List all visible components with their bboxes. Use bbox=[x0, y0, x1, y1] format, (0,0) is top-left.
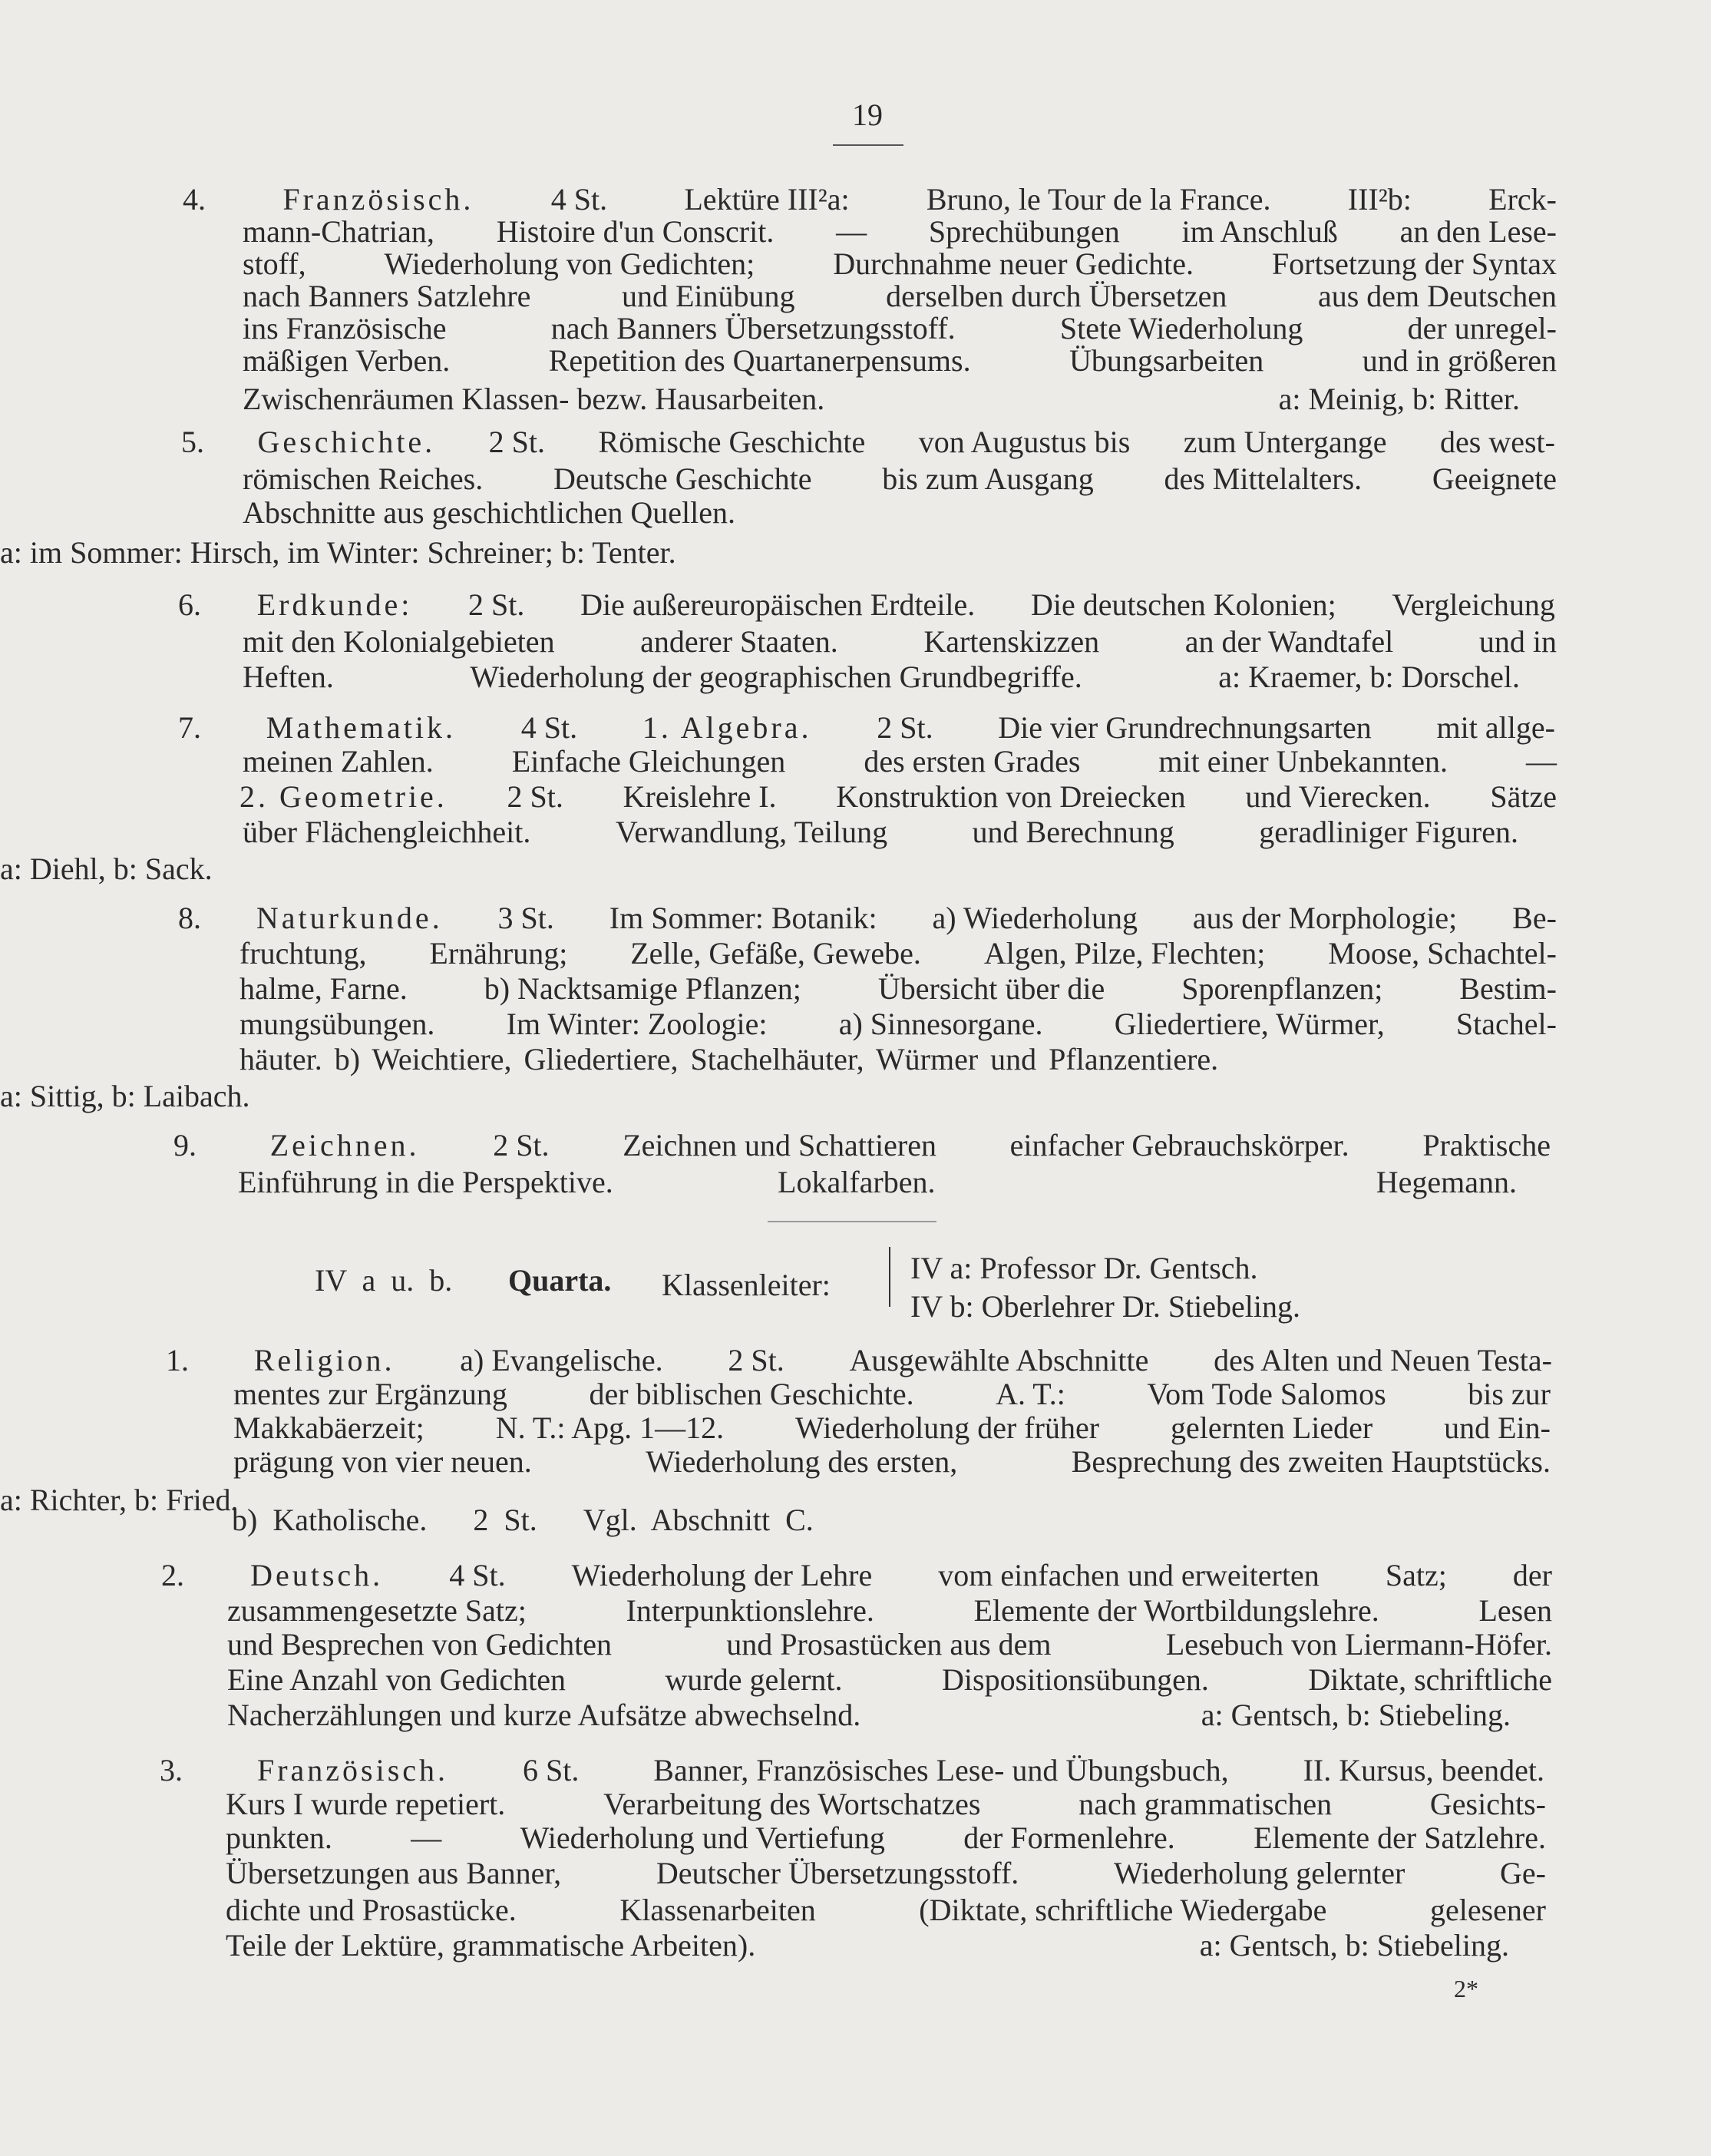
section-number: 8. bbox=[178, 901, 201, 935]
text-segment: Bestim- bbox=[1459, 971, 1557, 1006]
text-segment: geradliniger Figuren. bbox=[1259, 815, 1518, 849]
text-line bbox=[243, 623, 1557, 660]
text-segment: 4 St. bbox=[520, 710, 578, 745]
text-segment: — bbox=[411, 1820, 442, 1855]
text-segment: ins Französische bbox=[243, 311, 447, 346]
text-segment: dichte und Prosastücke. bbox=[226, 1893, 517, 1927]
subject-title: Erdkunde: bbox=[256, 587, 413, 622]
text-segment: a) Evangelische. bbox=[460, 1343, 663, 1377]
brace bbox=[889, 1247, 901, 1307]
text-segment: Repetition des Quartanerpensums. bbox=[548, 343, 971, 378]
text-segment: halme, Farne. bbox=[239, 971, 408, 1006]
section-number: 7. bbox=[178, 710, 201, 745]
text-line bbox=[243, 659, 1520, 696]
text-segment: mit den Kolonialgebieten bbox=[243, 624, 555, 659]
text-line bbox=[239, 1041, 1218, 1078]
teacher-credit: a: im Sommer: Hirsch, im Winter: Schreiner; b: Tenter. bbox=[0, 535, 676, 570]
text-segment: 2 St. bbox=[507, 779, 563, 814]
class-leader: IV b: Oberlehrer Dr. Stiebeling. bbox=[910, 1289, 1301, 1324]
text-segment: 4 St. bbox=[550, 182, 608, 217]
text-segment: b) Weichtiere, Gliedertiere, Stachelhäuter, Würmer und Pflanzentiere. bbox=[334, 1042, 1219, 1076]
text-line bbox=[243, 246, 1557, 283]
text-line bbox=[243, 310, 1557, 347]
text-segment: Wiederholung des ersten, bbox=[646, 1444, 958, 1479]
text-segment: Konstruktion von Dreiecken bbox=[836, 779, 1186, 814]
text-line bbox=[232, 1502, 814, 1539]
sheet-signature: 2* bbox=[1454, 1975, 1478, 2002]
teacher-credit: Hegemann. bbox=[1376, 1165, 1517, 1199]
text-line bbox=[239, 1006, 1557, 1043]
text-segment: a) Sinnesorgane. bbox=[838, 1007, 1043, 1041]
subject-title: Mathematik. bbox=[266, 710, 457, 745]
section-number: 3. bbox=[160, 1753, 183, 1787]
section-number: 9. bbox=[173, 1128, 197, 1162]
text-line bbox=[243, 342, 1557, 379]
text-line bbox=[178, 709, 1555, 746]
text-segment: Stachel- bbox=[1455, 1007, 1557, 1041]
text-segment: punkten. bbox=[226, 1820, 332, 1855]
text-line bbox=[160, 1752, 1544, 1789]
text-segment: anderer Staaten. bbox=[640, 624, 838, 659]
text-segment: a) Wiederholung bbox=[932, 901, 1138, 935]
text-segment: und in bbox=[1478, 624, 1557, 659]
text-line bbox=[243, 814, 1518, 851]
text-segment: III²b: bbox=[1347, 182, 1412, 217]
text-segment: Erck- bbox=[1488, 182, 1557, 217]
text-segment: Lesen bbox=[1478, 1593, 1552, 1628]
text-segment: Römische Geschichte bbox=[598, 425, 866, 459]
text-line bbox=[227, 1592, 1552, 1629]
text-segment: aus der Morphologie; bbox=[1192, 901, 1458, 935]
section-number: 4. bbox=[183, 182, 206, 217]
text-line bbox=[226, 1786, 1546, 1823]
text-line bbox=[243, 743, 1557, 780]
text-segment: Nacherzählungen und kurze Aufsätze abwechselnd. bbox=[227, 1698, 861, 1732]
text-segment: und Prosastücken aus dem bbox=[726, 1627, 1052, 1662]
text-segment: und in größeren bbox=[1362, 343, 1557, 378]
text-line bbox=[181, 424, 1555, 461]
text-line bbox=[238, 1164, 1517, 1201]
text-segment: Histoire d'un Conscrit. bbox=[496, 214, 775, 249]
teacher-credit: a: Sittig, b: Laibach. bbox=[0, 1079, 250, 1113]
text-segment: vom einfachen und erweiterten bbox=[938, 1558, 1320, 1592]
text-segment: Vom Tode Salomos bbox=[1147, 1377, 1386, 1411]
text-line bbox=[243, 278, 1557, 315]
text-segment: Geeignete bbox=[1432, 461, 1557, 496]
text-segment: Die außereuropäischen Erdteile. bbox=[580, 587, 976, 622]
text-line bbox=[166, 1342, 1552, 1379]
text-segment: aus dem Deutschen bbox=[1317, 279, 1557, 313]
text-segment: Diktate, schriftliche bbox=[1308, 1662, 1552, 1697]
text-segment: mit allge- bbox=[1436, 710, 1555, 745]
text-segment: Lokalfarben. bbox=[778, 1165, 936, 1199]
text-segment: an der Wandtafel bbox=[1184, 624, 1394, 659]
text-segment: römischen Reiches. bbox=[243, 461, 484, 496]
text-segment: Durchnahme neuer Gedichte. bbox=[833, 246, 1194, 281]
text-line bbox=[233, 1410, 1551, 1447]
subject-title: Religion. bbox=[253, 1343, 395, 1377]
text-segment: 2 St. bbox=[877, 710, 933, 745]
text-segment: gelesener bbox=[1429, 1893, 1546, 1927]
text-segment: 2 St. bbox=[488, 425, 546, 459]
text-segment: Bruno, le Tour de la France. bbox=[926, 182, 1271, 217]
text-segment: Vgl. Abschnitt C. bbox=[583, 1503, 814, 1537]
text-line bbox=[178, 900, 1557, 937]
text-segment: Kartenskizzen bbox=[923, 624, 1100, 659]
text-segment: prägung von vier neuen. bbox=[233, 1444, 532, 1479]
text-segment: 2 St. bbox=[468, 587, 525, 622]
text-segment: bis zum Ausgang bbox=[882, 461, 1094, 496]
text-segment: von Augustus bis bbox=[918, 425, 1131, 459]
text-segment: des ersten Grades bbox=[864, 744, 1081, 779]
text-segment: 6 St. bbox=[522, 1753, 580, 1787]
text-line bbox=[161, 1557, 1552, 1594]
text-segment: Makkabäerzeit; bbox=[233, 1410, 424, 1445]
text-segment: Klassenarbeiten bbox=[619, 1893, 816, 1927]
text-segment: der biblischen Geschichte. bbox=[589, 1377, 914, 1411]
text-segment: gelernten Lieder bbox=[1170, 1410, 1373, 1445]
text-line bbox=[233, 1376, 1551, 1413]
text-segment: Übungsarbeiten bbox=[1069, 343, 1264, 378]
text-segment: Sätze bbox=[1490, 779, 1557, 814]
text-segment: Wiederholung und Vertiefung bbox=[520, 1820, 885, 1855]
text-segment: des Alten und Neuen Testa- bbox=[1214, 1343, 1552, 1377]
teacher-credit: a: Gentsch, b: Stiebeling. bbox=[1201, 1698, 1511, 1732]
text-segment: des Mittelalters. bbox=[1164, 461, 1363, 496]
text-segment: des west- bbox=[1440, 425, 1555, 459]
text-segment: im Anschluß bbox=[1181, 214, 1338, 249]
text-segment: 4 St. bbox=[449, 1558, 506, 1592]
text-line bbox=[0, 851, 1521, 888]
text-segment: Ge- bbox=[1500, 1856, 1546, 1890]
text-segment: Elemente der Wortbildungslehre. bbox=[973, 1593, 1379, 1628]
text-segment: bis zur bbox=[1468, 1377, 1551, 1411]
text-segment: Kurs I wurde repetiert. bbox=[226, 1787, 506, 1821]
text-segment: 3 St. bbox=[497, 901, 554, 935]
class-leader-label: Klassenleiter: bbox=[662, 1268, 831, 1302]
text-segment: Übersicht über die bbox=[877, 971, 1105, 1006]
text-segment: Deutsche Geschichte bbox=[553, 461, 812, 496]
text-segment: Ausgewählte Abschnitte bbox=[849, 1343, 1149, 1377]
text-segment: Praktische bbox=[1422, 1128, 1551, 1162]
text-segment: Wiederholung der geographischen Grundbegriffe. bbox=[470, 660, 1082, 694]
page-number: 19 bbox=[852, 98, 883, 132]
text-segment: Einführung in die Perspektive. bbox=[238, 1165, 613, 1199]
teacher-credit: a: Kraemer, b: Dorschel. bbox=[1218, 660, 1520, 694]
text-segment: Besprechung des zweiten Hauptstücks. bbox=[1071, 1444, 1551, 1479]
text-segment: Be- bbox=[1512, 901, 1557, 935]
section-number: 5. bbox=[181, 425, 204, 459]
text-segment: 2 St. bbox=[728, 1343, 784, 1377]
teacher-credit: a: Meinig, b: Ritter. bbox=[1278, 382, 1520, 416]
text-line bbox=[227, 1662, 1552, 1698]
text-line bbox=[227, 1697, 1511, 1734]
teacher-credit: a: Diehl, b: Sack. bbox=[0, 851, 213, 886]
text-segment: und Vierecken. bbox=[1245, 779, 1431, 814]
class-leader: IV a: Professor Dr. Gentsch. bbox=[910, 1251, 1258, 1285]
text-segment: Kreislehre I. bbox=[623, 779, 777, 814]
text-segment: Algen, Pilze, Flechten; bbox=[983, 936, 1266, 971]
text-segment: — bbox=[836, 214, 867, 249]
text-segment: Heften. bbox=[243, 660, 334, 694]
text-line bbox=[226, 1855, 1546, 1892]
text-segment: b) Katholische. bbox=[232, 1503, 428, 1537]
text-segment: A. T.: bbox=[996, 1377, 1065, 1411]
subject-title: Zeichnen. bbox=[269, 1128, 420, 1162]
text-segment: Vergleichung bbox=[1392, 587, 1555, 622]
text-segment: mungsübungen. bbox=[239, 1007, 435, 1041]
text-segment: Lektüre III²a: bbox=[684, 182, 850, 217]
text-segment: Übersetzungen aus Banner, bbox=[226, 1856, 562, 1890]
text-segment: einfacher Gebrauchskörper. bbox=[1009, 1128, 1349, 1162]
text-segment: Wiederholung gelernter bbox=[1113, 1856, 1405, 1890]
text-segment: Eine Anzahl von Gedichten bbox=[227, 1662, 566, 1697]
text-line bbox=[243, 381, 1520, 418]
text-segment: stoff, bbox=[243, 246, 306, 281]
text-segment: Die deutschen Kolonien; bbox=[1031, 587, 1336, 622]
text-line bbox=[243, 494, 735, 531]
text-segment: und Ein- bbox=[1444, 1410, 1551, 1445]
subject-title: Geschichte. bbox=[257, 425, 436, 459]
text-segment: und Besprechen von Gedichten bbox=[227, 1627, 612, 1662]
text-segment: mäßigen Verben. bbox=[243, 343, 451, 378]
text-segment: Im Winter: Zoologie: bbox=[506, 1007, 768, 1041]
text-line bbox=[0, 534, 1551, 571]
text-line bbox=[183, 181, 1557, 218]
class-designation: IV a u. b. bbox=[315, 1263, 453, 1298]
text-segment: Im Sommer: Botanik: bbox=[609, 901, 877, 935]
text-segment: nach Banners Übersetzungsstoff. bbox=[550, 311, 956, 346]
text-segment: wurde gelernt. bbox=[665, 1662, 843, 1697]
text-segment: häuter. bbox=[239, 1042, 322, 1076]
text-segment: Gesichts- bbox=[1429, 1787, 1546, 1821]
text-line bbox=[239, 935, 1557, 972]
text-segment: Ernährung; bbox=[429, 936, 568, 971]
text-segment: Banner, Französisches Lese- und Übungsbuch, bbox=[653, 1753, 1229, 1787]
text-line bbox=[226, 1820, 1546, 1857]
text-segment: 2 St. bbox=[473, 1503, 537, 1537]
teacher-credit: a: Richter, b: Fried. bbox=[0, 1483, 239, 1517]
text-segment: nach Banners Satzlehre bbox=[243, 279, 531, 313]
text-segment: Zwischenräumen Klassen- bezw. Hausarbeiten. bbox=[243, 382, 825, 416]
text-segment: Elemente der Satzlehre. bbox=[1254, 1820, 1546, 1855]
text-line bbox=[233, 1443, 1551, 1480]
text-segment: fruchtung, bbox=[239, 936, 367, 971]
subject-title: Französisch. bbox=[282, 182, 474, 217]
text-segment: Wiederholung der Lehre bbox=[571, 1558, 873, 1592]
subject-title: Deutsch. bbox=[250, 1558, 384, 1592]
text-segment: mentes zur Ergänzung bbox=[233, 1377, 507, 1411]
text-segment: Deutscher Übersetzungsstoff. bbox=[656, 1856, 1019, 1890]
teacher-credit: a: Gentsch, b: Stiebeling. bbox=[1199, 1928, 1509, 1963]
text-line bbox=[227, 1626, 1552, 1663]
text-segment: (Diktate, schriftliche Wiedergabe bbox=[919, 1893, 1327, 1927]
subject-title: Naturkunde. bbox=[256, 901, 443, 935]
text-segment: II. Kursus, beendet. bbox=[1303, 1753, 1544, 1787]
text-line bbox=[173, 1127, 1551, 1164]
page-number-rule bbox=[833, 144, 903, 146]
text-line bbox=[239, 971, 1557, 1007]
text-segment: — bbox=[1525, 744, 1557, 779]
text-segment: Wiederholung von Gedichten; bbox=[384, 246, 755, 281]
text-segment: 1. Algebra. bbox=[642, 710, 812, 745]
text-line bbox=[0, 1078, 1519, 1115]
text-segment: Einfache Gleichungen bbox=[511, 744, 786, 779]
text-segment: mann-Chatrian, bbox=[243, 214, 434, 249]
text-segment: meinen Zahlen. bbox=[243, 744, 434, 779]
text-segment: Die vier Grundrechnungsarten bbox=[998, 710, 1372, 745]
text-line bbox=[226, 1892, 1546, 1929]
text-segment: derselben durch Übersetzen bbox=[886, 279, 1227, 313]
text-line bbox=[239, 779, 1557, 815]
section-number: 2. bbox=[161, 1558, 184, 1592]
text-segment: zum Untergange bbox=[1183, 425, 1387, 459]
text-segment: der Formenlehre. bbox=[963, 1820, 1175, 1855]
text-segment: der bbox=[1512, 1558, 1552, 1592]
text-segment: Wiederholung der früher bbox=[795, 1410, 1100, 1445]
text-line bbox=[178, 587, 1555, 623]
text-line bbox=[243, 213, 1557, 250]
text-segment: Zelle, Gefäße, Gewebe. bbox=[630, 936, 921, 971]
section-divider bbox=[768, 1221, 936, 1222]
text-segment: Sprechübungen bbox=[928, 214, 1120, 249]
text-segment: Gliedertiere, Würmer, bbox=[1114, 1007, 1385, 1041]
section-number: 6. bbox=[178, 587, 201, 622]
text-segment: 2. Geometrie. bbox=[239, 779, 448, 814]
text-segment: Zeichnen und Schattieren bbox=[623, 1128, 936, 1162]
text-segment: und Berechnung bbox=[972, 815, 1174, 849]
text-segment: Abschnitte aus geschichtlichen Quellen. bbox=[243, 495, 736, 530]
text-segment: N. T.: Apg. 1—12. bbox=[495, 1410, 725, 1445]
text-segment: Moose, Schachtel- bbox=[1328, 936, 1557, 971]
text-segment: Stete Wiederholung bbox=[1059, 311, 1303, 346]
text-segment: nach grammatischen bbox=[1078, 1787, 1333, 1821]
text-segment: mit einer Unbekannten. bbox=[1158, 744, 1448, 779]
text-segment: über Flächengleichheit. bbox=[243, 815, 531, 849]
text-segment: b) Nacktsamige Pflanzen; bbox=[484, 971, 801, 1006]
class-name: Quarta. bbox=[508, 1263, 612, 1298]
text-segment: Fortsetzung der Syntax bbox=[1271, 246, 1557, 281]
text-segment: und Einübung bbox=[621, 279, 795, 313]
text-line bbox=[243, 461, 1557, 498]
text-segment: Dispositionsübungen. bbox=[942, 1662, 1209, 1697]
text-segment: Teile der Lektüre, grammatische Arbeiten). bbox=[226, 1928, 756, 1963]
text-segment: an den Lese- bbox=[1399, 214, 1557, 249]
section-number: 1. bbox=[166, 1343, 189, 1377]
text-segment: Satz; bbox=[1385, 1558, 1447, 1592]
text-segment: Verwandlung, Teilung bbox=[615, 815, 888, 849]
text-segment: 2 St. bbox=[493, 1128, 550, 1162]
subject-title: Französisch. bbox=[256, 1753, 449, 1787]
text-segment: Verarbeitung des Wortschatzes bbox=[603, 1787, 981, 1821]
text-segment: Lesebuch von Liermann-Höfer. bbox=[1165, 1627, 1552, 1662]
text-segment: zusammengesetzte Satz; bbox=[227, 1593, 527, 1628]
text-segment: der unregel- bbox=[1407, 311, 1557, 346]
text-segment: Interpunktionslehre. bbox=[626, 1593, 874, 1628]
text-segment: Sporenpflanzen; bbox=[1181, 971, 1383, 1006]
text-line bbox=[226, 1927, 1509, 1964]
